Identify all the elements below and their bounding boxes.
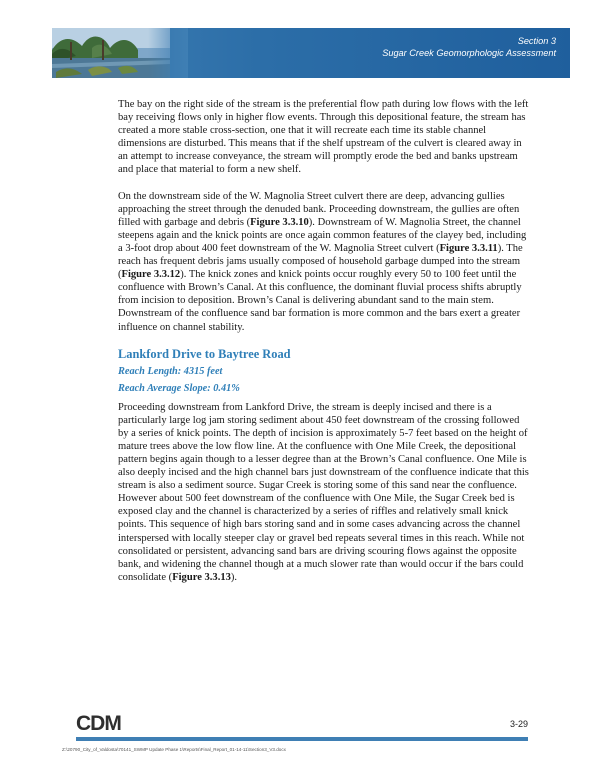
page-header <box>52 28 570 78</box>
paragraph-text: ). <box>230 571 238 583</box>
paragraph-text: ). The reach has frequent debris jams usually composed of household garbage dumped into the stream ( <box>118 242 523 281</box>
footer-divider-bar <box>76 737 528 741</box>
page-content <box>118 98 532 597</box>
figure-reference: Figure 3.3.10 <box>250 216 309 228</box>
reach-length: Reach Length: 4315 feet <box>118 365 223 377</box>
paragraph-text: Proceeding downstream from Lankford Drive, the stream is deeply incised and there is a particularly large log jam storing sediment about 450 feet downstream of the crossing followed by a series of knick points. The depth of incision is approximately 5-7 feet based on the height of mature trees above the low flow line. At the confluence with One Mile Creek, the depositional pattern begins again though to a lesser degree than at the Brown’s Canal confluence. One Mile is also deeply incised and the high channel bars just downstream of the confluence indicate that this stream is also a sediment source. Sugar Creek is storing some of this sand near the confluence. However about 500 feet downstream of the confluence with One Mile, the Sugar Creek bed is exposed clay and the channel is characterized by a series of riffles and relatively small knick points. This sequence of high bars storing sand and in some cases advancing across the channel interspersed with locally steeper clay or gravel bed repeats several times in this reach. While not consolidated or persistent, advancing sand bars are driving scouring flows against the opposite bank, and widening the channel though at a much slower rate than would occur if the bars could consolidate ( <box>118 401 529 583</box>
paragraph-text: ). Downstream of W. Magnolia Street, the channel steepens again and the knick points are once again common features of the clayey bed, including a 3-foot drop about 400 feet downstream of the W. Magnolia Street culvert ( <box>118 216 527 254</box>
paragraph-text: On the downstream side of the W. Magnolia Street culvert there are deep, advancing gullies approaching the street through the denuded bank. Proceeding downstream, the gullies are often filled with garbage and debris ( <box>118 190 520 228</box>
figure-reference: Figure 3.3.12 <box>121 269 181 281</box>
reach-average-slope: Reach Average Slope: 0.41% <box>118 382 240 394</box>
footer-file-path: Z:\20790_City_of_Valdosta\70141_SWMP Update Phase 1\Reports\Final_Report_01-14-11\Section3_V3.docx <box>62 747 286 752</box>
header-section-label: Section 3 <box>517 36 556 46</box>
header-photo-fade <box>148 28 188 78</box>
paragraph-bay-flow: The bay on the right side of the stream is the preferential flow path during low flows with the left bay receiving flows only in higher flow events. Through this depositional feature, the stream has created a more stable cross-section, one that it will recreate each time its stable channel dimensions are disturbed. This means that if the shelf upstream of the culvert is cleared away in an attempt to increase conveyance, the stream will promptly erode the bed and banks upstream and place that material to form a new shelf. <box>118 99 529 176</box>
paragraph-lankford-drive <box>118 401 532 584</box>
figure-reference: Figure 3.3.11 <box>439 242 498 254</box>
header-document-title: Sugar Creek Geomorphologic Assessment <box>382 48 556 58</box>
cdm-logo: CDM <box>76 712 121 735</box>
header-text <box>382 35 556 59</box>
paragraph-text: ). The knick zones and knick points occur roughly every 50 to 100 feet until the confluence with Brown’s Canal. At this confluence, the dominant fluvial process shifts abruptly from incision to deposition. Brown’s Canal is delivering abundant sand to the main stem. Downstream of the confluence sand bar formation is more common and the bars exert a greater influence on channel stability. <box>118 269 522 333</box>
figure-reference: Figure 3.3.13 <box>172 571 231 583</box>
paragraph-magnolia-street <box>118 190 532 334</box>
page-number: 3-29 <box>509 719 528 729</box>
section-heading: Lankford Drive to Baytree Road <box>118 346 291 361</box>
